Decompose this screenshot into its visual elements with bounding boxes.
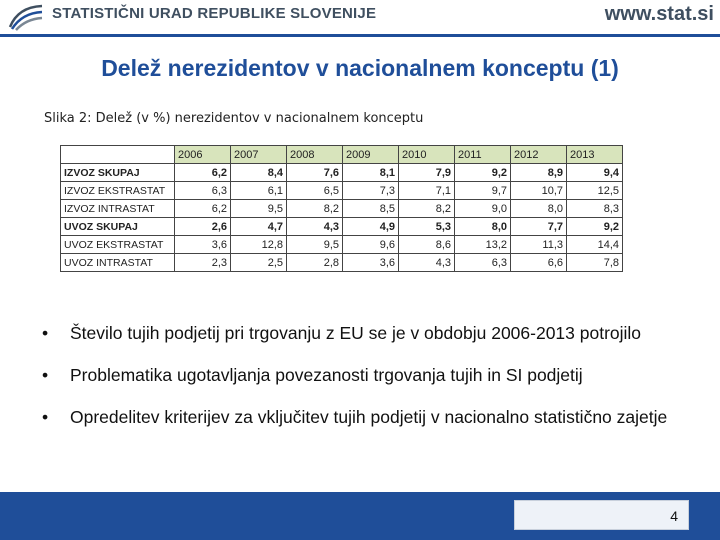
bullet-text: Problematika ugotavljanja povezanosti trgovanja tujih in SI podjetij bbox=[70, 365, 583, 385]
table-cell: 8,5 bbox=[343, 200, 399, 218]
table-cell: 9,7 bbox=[455, 182, 511, 200]
table-cell: 12,8 bbox=[231, 236, 287, 254]
table-cell: 8,2 bbox=[399, 200, 455, 218]
row-label: UVOZ EKSTRASTAT bbox=[61, 236, 175, 254]
table-cell: 2,5 bbox=[231, 254, 287, 272]
bullet-text: Število tujih podjetij pri trgovanju z EU se je v obdobju 2006-2013 potrojilo bbox=[70, 323, 642, 343]
table-row bbox=[61, 200, 623, 218]
bullet-symbol: • bbox=[42, 323, 49, 343]
surs-logo-icon bbox=[8, 3, 44, 31]
table-cell: 8,0 bbox=[455, 218, 511, 236]
page-number-box bbox=[514, 500, 689, 530]
table-header-row bbox=[61, 146, 623, 164]
table-cell: 9,0 bbox=[455, 200, 511, 218]
table-cell: 4,7 bbox=[231, 218, 287, 236]
table-cell: 13,2 bbox=[455, 236, 511, 254]
table-cell: 12,5 bbox=[567, 182, 623, 200]
bullet-text: Opredelitev kriterijev za vključitev tujih podjetij v nacionalno statistično zajetje bbox=[70, 407, 668, 427]
table-cell: 8,6 bbox=[399, 236, 455, 254]
column-header: 2013 bbox=[567, 146, 623, 164]
table-cell: 2,3 bbox=[175, 254, 231, 272]
column-header: 2012 bbox=[511, 146, 567, 164]
table-cell: 9,5 bbox=[287, 236, 343, 254]
data-table bbox=[60, 145, 623, 272]
table-cell: 5,3 bbox=[399, 218, 455, 236]
table-cell: 6,3 bbox=[175, 182, 231, 200]
table-cell: 9,2 bbox=[567, 218, 623, 236]
table-cell: 6,5 bbox=[287, 182, 343, 200]
table-cell: 9,6 bbox=[343, 236, 399, 254]
bullet-item bbox=[40, 364, 700, 386]
table-cell: 6,1 bbox=[231, 182, 287, 200]
table-row bbox=[61, 164, 623, 182]
table-cell: 3,6 bbox=[343, 254, 399, 272]
column-header: 2008 bbox=[287, 146, 343, 164]
header-bar bbox=[0, 0, 720, 34]
row-label: UVOZ INTRASTAT bbox=[61, 254, 175, 272]
column-header: 2006 bbox=[175, 146, 231, 164]
organization-name: STATISTIČNI URAD REPUBLIKE SLOVENIJE bbox=[52, 5, 377, 22]
table-cell: 8,4 bbox=[231, 164, 287, 182]
table-cell: 14,4 bbox=[567, 236, 623, 254]
table-row bbox=[61, 254, 623, 272]
table-cell: 4,3 bbox=[399, 254, 455, 272]
figure-caption: Slika 2: Delež (v %) nerezidentov v nacionalnem konceptu bbox=[44, 111, 424, 126]
table-cell: 6,3 bbox=[455, 254, 511, 272]
table-cell: 6,2 bbox=[175, 164, 231, 182]
table-cell: 7,8 bbox=[567, 254, 623, 272]
table-cell: 9,4 bbox=[567, 164, 623, 182]
bullet-symbol: • bbox=[42, 365, 49, 385]
table-cell: 7,3 bbox=[343, 182, 399, 200]
table-row bbox=[61, 182, 623, 200]
table-cell: 10,7 bbox=[511, 182, 567, 200]
table-cell: 3,6 bbox=[175, 236, 231, 254]
table-cell: 8,9 bbox=[511, 164, 567, 182]
slide-title: Delež nerezidentov v nacionalnem konceptu (1) bbox=[101, 55, 619, 81]
row-label: IZVOZ INTRASTAT bbox=[61, 200, 175, 218]
table-cell: 6,2 bbox=[175, 200, 231, 218]
page-number: 4 bbox=[670, 508, 678, 524]
table-cell: 8,1 bbox=[343, 164, 399, 182]
header-divider bbox=[0, 34, 720, 37]
column-header: 2007 bbox=[231, 146, 287, 164]
table-cell: 8,3 bbox=[567, 200, 623, 218]
table-cell: 4,3 bbox=[287, 218, 343, 236]
table-cell: 9,5 bbox=[231, 200, 287, 218]
table-cell: 7,9 bbox=[399, 164, 455, 182]
bullet-item bbox=[40, 406, 700, 428]
table-cell: 7,1 bbox=[399, 182, 455, 200]
table-cell: 2,6 bbox=[175, 218, 231, 236]
row-label: UVOZ SKUPAJ bbox=[61, 218, 175, 236]
row-label: IZVOZ SKUPAJ bbox=[61, 164, 175, 182]
table-cell: 7,6 bbox=[287, 164, 343, 182]
table-cell: 4,9 bbox=[343, 218, 399, 236]
table-cell: 7,7 bbox=[511, 218, 567, 236]
bullet-list bbox=[40, 322, 700, 428]
table-row bbox=[61, 218, 623, 236]
column-header: 2011 bbox=[455, 146, 511, 164]
table-corner-cell bbox=[61, 146, 175, 164]
table-row bbox=[61, 236, 623, 254]
column-header: 2009 bbox=[343, 146, 399, 164]
table-cell: 9,2 bbox=[455, 164, 511, 182]
bullet-item bbox=[40, 322, 700, 344]
table-cell: 8,0 bbox=[511, 200, 567, 218]
bullet-symbol: • bbox=[42, 407, 49, 427]
row-label: IZVOZ EKSTRASTAT bbox=[61, 182, 175, 200]
column-header: 2010 bbox=[399, 146, 455, 164]
table-cell: 8,2 bbox=[287, 200, 343, 218]
table-cell: 11,3 bbox=[511, 236, 567, 254]
table-cell: 2,8 bbox=[287, 254, 343, 272]
site-url[interactable]: www.stat.si bbox=[604, 3, 714, 25]
table-cell: 6,6 bbox=[511, 254, 567, 272]
